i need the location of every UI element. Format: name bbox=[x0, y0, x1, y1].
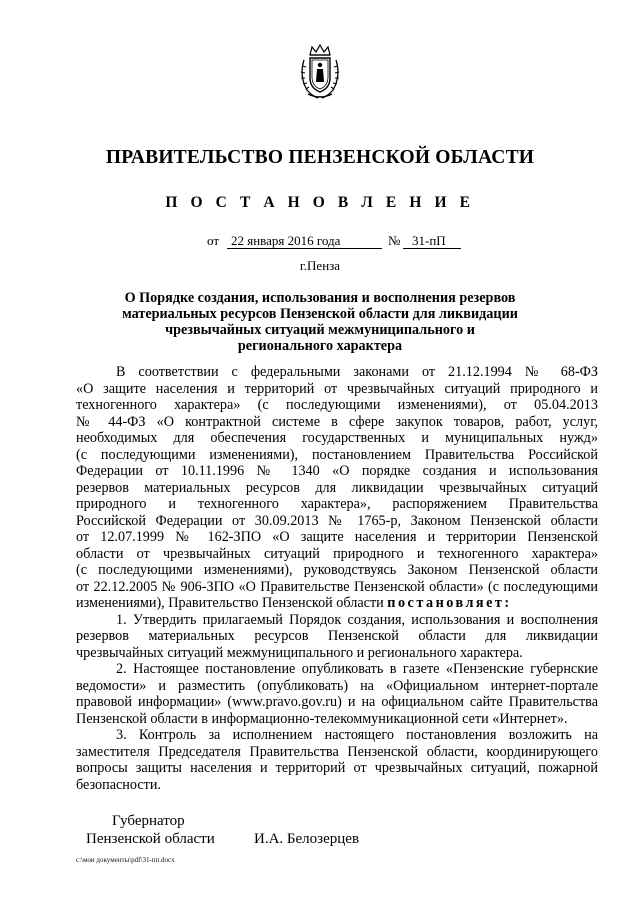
body-line: вопросы защиты населения и территорий от чрезвычайных ситуаций, пожарной bbox=[76, 760, 598, 776]
government-title: ПРАВИТЕЛЬСТВО ПЕНЗЕНСКОЙ ОБЛАСТИ bbox=[105, 147, 535, 168]
body-line: заместителя Председателя Правительства Пензенской области, координирующего bbox=[76, 743, 598, 760]
item-3-paragraph bbox=[76, 727, 598, 793]
item-2-paragraph bbox=[76, 661, 598, 727]
subject-line: регионального характера bbox=[237, 338, 403, 354]
file-path: c:\мои документы\pdf\31-пп.docx bbox=[76, 856, 175, 864]
body-line: необходимых для обеспечения государственных и муниципальных нужд» bbox=[76, 430, 598, 446]
subject-line: чрезвычайных ситуаций межмуниципального и bbox=[165, 322, 475, 338]
body-line: правовой информации» (www.pravo.gov.ru) и на официальном сайте Правительства bbox=[76, 694, 598, 710]
body-line: Федерации от 10.11.1996 № 1340 «О порядке создания и использования bbox=[76, 463, 598, 479]
body-line: В соответствии с федеральными законами от 21.12.1994 № 68-ФЗ bbox=[116, 364, 598, 380]
body-line: резервов материальных ресурсов Пензенской области для ликвидации bbox=[76, 628, 598, 644]
body-line-last bbox=[76, 595, 598, 612]
city: г.Пенза bbox=[299, 258, 341, 273]
body-line: (с последующими изменениями), руководствуясь Законом Пензенской области bbox=[76, 562, 598, 578]
signatory-name: И.А. Белозерцев bbox=[254, 831, 360, 847]
item-1-paragraph bbox=[76, 612, 598, 662]
subject-line: материальных ресурсов Пензенской области для ликвидации bbox=[122, 306, 518, 322]
body-line: 3. Контроль за исполнением настоящего постановления возложить на bbox=[116, 727, 598, 743]
body-line-last: чрезвычайных ситуаций межмуниципального и регионального характера. bbox=[76, 644, 523, 661]
document-number: 31-пП bbox=[412, 233, 446, 248]
body-line: (с последующими изменениями), постановлением Правительства Российской bbox=[76, 446, 598, 463]
subject-line: О Порядке создания, использования и восполнения резервов bbox=[124, 290, 516, 306]
body-line: техногенного характера» (с последующими изменениями), от 05.04.2013 bbox=[76, 397, 598, 413]
signatory-role-line2: Пензенской области bbox=[86, 831, 215, 847]
body-line-last: Пензенской области в информационно-телекоммуникационной сети «Интернет». bbox=[76, 710, 568, 727]
body-line: резервов материальных ресурсов для ликвидации чрезвычайных ситуаций bbox=[76, 479, 598, 496]
number-prefix: № bbox=[388, 233, 401, 248]
coat-of-arms-icon bbox=[298, 44, 342, 100]
document-type: П О С Т А Н О В Л Е Н И Е bbox=[165, 194, 475, 211]
body-line: 1. Утвердить прилагаемый Порядок создания, использования и восполнения bbox=[116, 611, 598, 628]
document-body bbox=[76, 364, 598, 793]
body-line: природного и техногенного характера», распоряжением Правительства bbox=[76, 496, 598, 512]
body-line: от 22.12.2005 № 906-ЗПО «О Правительстве Пензенской области» (с последующими bbox=[76, 578, 598, 595]
body-line-last: безопасности. bbox=[76, 776, 161, 793]
body-line: 2. Настоящее постановление опубликовать в газете «Пензенские губернские bbox=[116, 661, 598, 677]
body-line: ведомости» и разместить (опубликовать) на «Официальном интернет-портале bbox=[76, 677, 598, 694]
signatory-role-line1: Губернатор bbox=[112, 813, 185, 829]
document-date: 22 января 2016 года bbox=[231, 233, 341, 248]
resolves-word: постановляет: bbox=[387, 595, 512, 611]
body-line: № 44-ФЗ «О контрактной системе в сфере закупок товаров, работ, услуг, bbox=[76, 413, 598, 430]
preamble-closing: изменениями), Правительство Пензенской области bbox=[76, 595, 384, 611]
body-line: области от чрезвычайных ситуаций природного и техногенного характера» bbox=[76, 545, 598, 562]
body-line: «О защите населения и территорий от чрезвычайных ситуаций природного и bbox=[76, 380, 598, 397]
document-subject bbox=[0, 290, 640, 354]
body-line: Российской Федерации от 30.09.2013 № 1765-р, Законом Пензенской области bbox=[76, 512, 598, 529]
body-line: от 12.07.1999 № 162-ЗПО «О защите населения и территории Пензенской bbox=[76, 529, 598, 545]
date-prefix: от bbox=[207, 233, 220, 248]
preamble-paragraph bbox=[76, 364, 598, 612]
